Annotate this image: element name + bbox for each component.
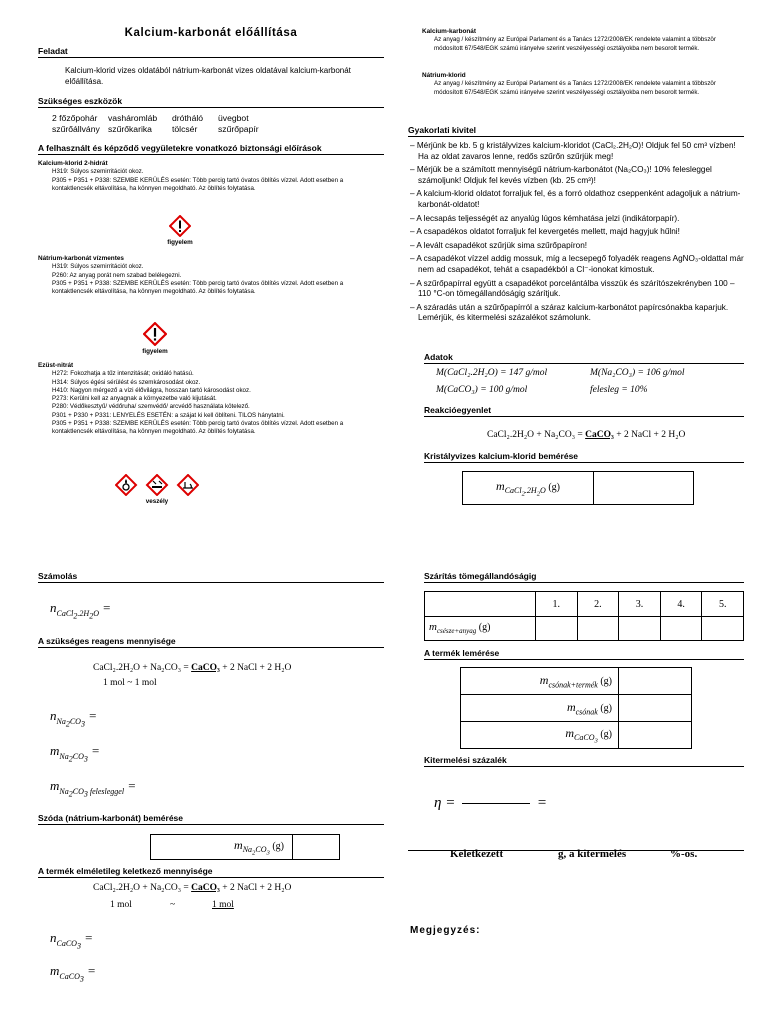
list-item: – A levált csapadékot szűrjük sima szűrőpapíron!	[410, 240, 588, 250]
weigh-cell[interactable]	[619, 668, 692, 695]
drying-col-header: 2.	[577, 592, 619, 617]
drying-cell[interactable]	[536, 617, 578, 641]
tool-item: drótháló	[172, 113, 204, 123]
kiterm-heading: Kitermelési százalék	[424, 755, 744, 767]
mol-tilde: ~	[170, 900, 176, 910]
na2co3-name: Nátrium-karbonát vízmentes	[38, 255, 124, 262]
reaction-product: CaCO₃	[191, 883, 220, 893]
mol-right: 1 mol	[212, 900, 234, 910]
na2co3-safety-block	[38, 255, 368, 296]
hazard-line: P280: Védőkesztyű/ védőruha/ szemvédő/ arcvédő használata kötelező.	[52, 403, 250, 411]
reaction-lhs: CaCl₂.2H₂O + Na₂CO₃ =	[93, 883, 189, 893]
data-item: M(Na₂CO₃) = 106 g/mol	[590, 368, 685, 378]
gyak-heading: Gyakorlati kivitel	[408, 125, 744, 137]
adatok-heading: Adatok	[424, 352, 744, 364]
cacl2-weigh-value[interactable]	[594, 472, 694, 505]
yield-formula: η = =	[434, 795, 547, 811]
lemer-heading: A termék lemérése	[424, 648, 744, 660]
hazard-line: H314: Súlyos égési sérülést és szemkárosodást okoz.	[52, 378, 201, 386]
reaction-rhs: + 2 NaCl + 2 H₂O	[222, 663, 292, 673]
weigh-cell[interactable]	[619, 695, 692, 722]
list-item: – A csapadékot vízzel addig mossuk, míg a lecsepegő folyadék reagens AgNO₃-oldattal már nem ad csapadékot, tehát a csapadékból a Cl⁻-ionokat kimostuk.	[410, 254, 744, 274]
agno3-name: Ezüst-nitrát	[38, 362, 74, 369]
tool-item: 2 főzőpohár	[52, 113, 98, 123]
szoda-value-cell[interactable]	[293, 835, 340, 860]
tool-item: szűrőkarika	[108, 124, 152, 134]
page-title: Kalcium-karbonát előállítása	[124, 27, 298, 39]
megjegyzes-label: Megjegyzés:	[410, 925, 481, 936]
ghs-text: Az anyag / készítmény az Európai Parlament és a Tanács 1272/2008/EK rendelete valamint a többször módosított 67/548/EGK számú irányelve szerint veszélyességi osztályokba nem besorolt termék.	[434, 80, 716, 96]
hazard-line: P305 + P351 + P338: SZEMBE KERÜLÉS esetén: Több percig tartó óvatos öblítés vízzel. Adott esetben a kontaktlencsék eltávolítása, ha könnyen megoldható. Az öblítés folytatása.	[52, 420, 344, 436]
data-item: M(CaCO₃) = 100 g/mol	[436, 385, 528, 395]
mol-ratio: 1 mol ~ 1 mol	[103, 678, 157, 688]
percent-label: %-os.	[670, 848, 698, 860]
cacl2-weigh-label: $m_{CaCl_2.2H_2O}$ (g)	[463, 472, 594, 505]
reaction-lhs: CaCl₂.2H₂O + Na₂CO₃ =	[487, 430, 583, 440]
figyelem-label: figyelem	[142, 348, 168, 355]
reagens-heading: A szükséges reagens mennyisége	[38, 636, 384, 648]
drying-cell[interactable]	[619, 617, 661, 641]
hazard-line: P273: Kerülni kell az anyagnak a környezetbe való kijutását.	[52, 395, 217, 403]
weigh-cell[interactable]	[619, 722, 692, 749]
feladat-text: Kalcium-klorid vizes oldatából nátrium-karbonát vizes oldatával kalcium-karbonát előállítása.	[65, 66, 351, 86]
list-item: – A szűrőpapírral együtt a csapadékot porcelántálba visszük és szárítószekrényben 100 – 110 °C-on tömegállandóságig szárítjuk.	[410, 278, 735, 299]
weigh-row-label: $m_{csónak+termék}$ (g)	[461, 668, 619, 695]
szoda-label: $m_{Na_2CO_3}$ (g)	[151, 835, 293, 860]
keletkezett-label: Keletkezett	[450, 848, 504, 860]
hazard-line: P301 + P330 + P331: LENYELÉS ESETÉN: a szájat ki kell öblíteni. TILOS hánytatni.	[52, 411, 285, 419]
weigh-row-label: $m_{CaCO_3}$ (g)	[461, 722, 619, 749]
veszely-label: veszély	[145, 498, 169, 505]
m-na2co3-excess-formula: $m_{Na_2CO_3 felesleggel}$ =	[50, 778, 137, 799]
drying-cell[interactable]	[660, 617, 702, 641]
cacl2-safety-block	[38, 160, 368, 193]
hazard-line: H272: Fokozhatja a tűz intenzitását; oxidáló hatású.	[52, 370, 194, 378]
agno3-safety-block	[38, 362, 368, 437]
hazard-line: H410: Nagyon mérgező a vízi élővilágra, hosszan tartó károsodást okoz.	[52, 386, 251, 394]
reaction-product: CaCO₃	[585, 430, 614, 440]
list-item: – A csapadékos oldatot forraljuk fel kevergetés mellett, majd hagyjuk hűlni!	[410, 227, 680, 237]
drying-cell[interactable]	[577, 617, 619, 641]
oxidizer-corrosive-environment-icon	[115, 474, 199, 496]
reaction-product: CaCO₃	[191, 663, 220, 673]
szoda-heading: Szóda (nátrium-karbonát) bemérése	[38, 813, 384, 825]
drying-col-header: 3.	[619, 592, 661, 617]
hazard-line: P260: Az anyag porát nem szabad belélegezni.	[52, 271, 182, 279]
drying-corner	[425, 592, 536, 617]
reaction-equation	[93, 883, 291, 893]
cacl2-weigh-table	[462, 471, 694, 505]
hazard-line: P305 + P351 + P338: SZEMBE KERÜLÉS esetén: Több percig tartó óvatos öblítés vízzel. Adott esetben a kontaktlencsék eltávolítása, ha könnyen megoldható. Az öblítés folytatása.	[52, 279, 344, 296]
reaction-equation	[93, 663, 291, 673]
warning-diamond-icon	[169, 215, 191, 237]
m-caco3-formula: $m_{CaCO_3}$ =	[50, 963, 96, 984]
n-na2co3-formula: $n_{Na_2CO_3}$ =	[50, 708, 97, 729]
ghs-text: Az anyag / készítmény az Európai Parlament és a Tanács 1272/2008/EK rendelete valamint a többször módosított 67/548/EGK számú irányelve szerint veszélyességi osztályokba nem besorolt termék.	[434, 36, 716, 52]
drying-col-header: 4.	[660, 592, 702, 617]
hazard-line: H319: Súlyos szemirritációt okoz.	[52, 263, 144, 271]
elmeleti-heading: A termék elméletileg keletkező mennyisége	[38, 866, 384, 878]
data-item: felesleg = 10%	[590, 385, 648, 395]
caco3-name: Kalcium-karbonát	[422, 28, 476, 35]
list-item: – A száradás után a szűrőpapírról a száraz kalcium-karbonátot papírcsónakba kaparjuk. Lemérjük, és kitermelési százalékot számolunk.	[410, 302, 729, 323]
reaction-rhs: + 2 NaCl + 2 H₂O	[616, 430, 686, 440]
mol-left: 1 mol	[110, 900, 132, 910]
n-cacl2-formula: $n_{CaCl_2.2H_2O}$ =	[50, 600, 111, 621]
caco3-ghs-block	[422, 28, 744, 53]
cacl2-name: Kalcium-klorid 2-hidrát	[38, 160, 108, 167]
drying-cell[interactable]	[702, 617, 744, 641]
hazard-line: P305 + P351 + P338: SZEMBE KERÜLÉS esetén: Több percig tartó óvatos öblítés vízzel. Adott esetben a kontaktlencsék eltávolítása, ha könnyen megoldható. Az öblítés folytatása.	[52, 176, 344, 192]
list-item: – Mérjük be a számított mennyiségű nátrium-karbonátot (Na₂CO₃)! 10% felesleggel számoljunk! Oldjuk fel kevés vízben (kb. 25 cm³)!	[410, 165, 712, 185]
tool-item: szűrőállvány	[52, 124, 100, 134]
steps-list	[410, 141, 744, 327]
szamolas-heading: Számolás	[38, 571, 384, 583]
feladat-heading: Feladat	[38, 46, 384, 58]
reaction-rhs: + 2 NaCl + 2 H₂O	[222, 883, 292, 893]
list-item: – Mérjünk be kb. 5 g kristályvizes kalcium-kloridot (CaCl₂.2H₂O)! Oldjuk fel 50 cm³ vízben! Ha az oldat zavaros lenne, redős szűrőn szűrjük meg!	[410, 141, 736, 161]
warning-diamond-icon	[143, 322, 167, 346]
list-item: – A lecsapás teljességét az anyalúg lúgos kémhatása jelzi (indikátorpapír).	[410, 213, 680, 223]
kitermeles-label: g, a kitermelés	[558, 848, 627, 860]
figyelem-label: figyelem	[167, 239, 193, 246]
product-weigh-table	[460, 667, 692, 749]
ghs-pictograms	[112, 474, 202, 505]
safety-heading: A felhasznált és képződő vegyületekre vonatkozó biztonsági előírások	[38, 143, 384, 155]
result-line	[408, 836, 744, 860]
drying-col-header: 5.	[702, 592, 744, 617]
drying-table	[424, 591, 744, 641]
nacl-name: Nátrium-klorid	[422, 72, 466, 79]
list-item: – A kalcium-klorid oldatot forraljuk fel, és a forró oldathoz cseppenként adagoljuk a nátrium-karbonát-oldatot!	[410, 189, 741, 209]
data-item: M(CaCl₂.2H₂O) = 147 g/mol	[436, 368, 548, 378]
tools-list	[52, 113, 312, 135]
drying-row-label: $m_{csésze+anyag}$ (g)	[425, 617, 536, 641]
reaction-lhs: CaCl₂.2H₂O + Na₂CO₃ =	[93, 663, 189, 673]
exclamation-pictogram	[135, 322, 175, 355]
m-na2co3-formula: $m_{Na_2CO_3}$ =	[50, 743, 100, 764]
drying-col-header: 1.	[536, 592, 578, 617]
hazard-line: H319: Súlyos szemirritációt okoz.	[52, 168, 144, 176]
szaritas-heading: Szárítás tömegállandóságig	[424, 571, 744, 583]
reakcio-heading: Reakcióegyenlet	[424, 405, 744, 417]
tool-item: tölcsér	[172, 124, 198, 134]
n-caco3-formula: $n_{CaCO_3}$ =	[50, 930, 93, 951]
reaction-equation	[487, 430, 685, 440]
kristaly-heading: Kristályvizes kalcium-klorid bemérése	[424, 451, 744, 463]
tool-item: vasháromláb	[108, 113, 158, 123]
szoda-table	[150, 834, 340, 860]
tool-item: szűrőpapír	[218, 124, 259, 134]
tool-item: üvegbot	[218, 113, 249, 123]
nacl-ghs-block	[422, 72, 744, 97]
weigh-row-label: $m_{csónak}$ (g)	[461, 695, 619, 722]
exclamation-pictogram	[160, 215, 200, 246]
eszkozok-heading: Szükséges eszközök	[38, 96, 384, 108]
